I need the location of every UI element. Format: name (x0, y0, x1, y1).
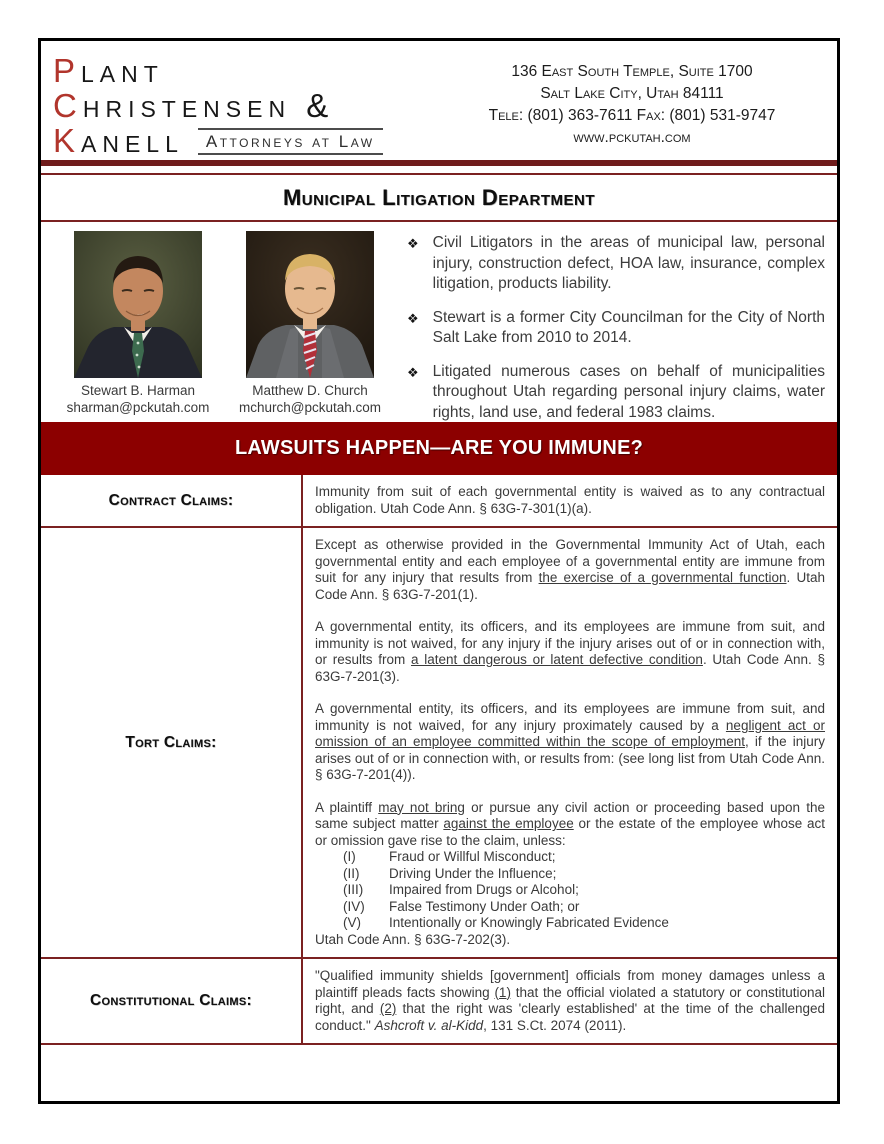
logo-kanell-text (53, 123, 184, 158)
attorney-card-matthew (235, 231, 385, 414)
attorneys-section (41, 222, 837, 422)
contact-address-line1: 136 East South Temple, Suite 1700 (511, 63, 753, 80)
diamond-bullet-icon: ❖ (407, 364, 419, 380)
highlight-item (407, 362, 825, 424)
logo-initial-c: C (53, 87, 83, 124)
logo-rest-kanell: anell (81, 122, 184, 159)
contact-website: www.pckutah.com (573, 129, 691, 146)
list-item-text: Driving Under the Influence; (389, 865, 557, 881)
contract-claims-paragraph: Immunity from suit of each governmental entity is waived as to any contractual obligation. Utah Code Ann. § 63G-7-301(1)(a). (315, 484, 825, 516)
list-item (343, 915, 825, 932)
page-title: Municipal Litigation Department (282, 185, 596, 210)
contract-claims-label: Contract Claims: (108, 491, 234, 509)
highlight-text: Litigated numerous cases on behalf of municipalities throughout Utah regarding personal injury claims, water rights, land use, and federal 1983 claims. (432, 362, 825, 421)
contract-claims-body (303, 475, 837, 526)
list-item-text: False Testimony Under Oath; or (389, 898, 580, 914)
table-row-contract-claims (41, 475, 837, 528)
tort-paragraph-2: A governmental entity, its officers, and its employees are immune from suit, and immunity is not waived, for any injury if the injury arises out of or in connection with, or results from a latent dangerous or latent defective condition. Utah Code Ann. § 63G-7-201(3). (315, 619, 825, 684)
highlight-item (407, 233, 825, 295)
list-item-numeral: (IV) (343, 898, 365, 914)
constitutional-claims-body (303, 959, 837, 1043)
matthew-church-portrait-photo (246, 231, 374, 378)
immunity-banner (41, 422, 837, 475)
tort-citation: Utah Code Ann. § 63G-7-202(3). (315, 931, 511, 947)
contact-info (437, 61, 827, 149)
diamond-bullet-icon: ❖ (407, 310, 419, 326)
attorney-name: Matthew D. Church (252, 383, 368, 398)
attorney-card-stewart (63, 231, 213, 414)
highlights-list (393, 231, 829, 421)
contact-phone-fax: Tele: (801) 363-7611 Fax: (801) 531-9747 (488, 107, 776, 124)
list-item (343, 882, 825, 899)
logo-initial-p: P (53, 52, 82, 89)
logo-line-kanell (53, 123, 383, 158)
tort-claims-label: Tort Claims: (125, 733, 217, 751)
firm-logo (53, 53, 383, 158)
list-item-numeral: (III) (343, 882, 364, 897)
constitutional-claims-paragraph: "Qualified immunity shields [government] officials from money damages unless a plaintiff pleads facts showing (1) that the official violated a statutory or constitutional right, and (2) that the right was 'clearly established' at the time of the challenged conduct." Ashcroft v. al-Kidd, 131 S.Ct. 2074 (2011). (315, 968, 825, 1033)
list-item (343, 849, 825, 866)
header (41, 41, 837, 166)
highlight-text: Civil Litigators in the areas of municipal law, personal injury, construction defect, HOA law, insurance, complex litigation, products liability. (432, 234, 825, 292)
list-item-text: Fraud or Willful Misconduct; (389, 849, 556, 864)
list-item (343, 866, 825, 883)
contact-address-line2: Salt Lake City, Utah 84111 (540, 85, 724, 102)
banner-headline: LAWSUITS HAPPEN—ARE YOU IMMUNE? (234, 437, 644, 459)
attorney-cards (63, 231, 393, 414)
tort-exceptions-list (343, 849, 825, 932)
tort-claims-label-cell (41, 528, 303, 957)
tort-paragraph-1: Except as otherwise provided in the Governmental Immunity Act of Utah, each governmental entity and each employee of a governmental entity are immune from suit for any injury that results from the exercise of a governmental function. Utah Code Ann. § 63G-7-201(1). (315, 537, 825, 602)
highlight-item (407, 308, 825, 349)
tort-paragraph-4: A plaintiff may not bring or pursue any civil action or proceeding based upon the same subject matter against the employee or the estate of the employee whose act or omission gave rise to the claim, unless: (315, 799, 825, 848)
claims-table (41, 475, 837, 1045)
logo-line-plant (53, 53, 383, 88)
list-item-numeral: (I) (343, 849, 356, 864)
list-item-numeral: (II) (343, 865, 360, 881)
department-title-bar (41, 173, 837, 222)
list-item-numeral: (V) (343, 915, 361, 930)
logo-line-christensen (53, 88, 383, 123)
stewart-harman-portrait-photo (74, 231, 202, 378)
logo-rest-plant: lant (81, 52, 164, 89)
list-item-text: Impaired from Drugs or Alcohol; (389, 882, 579, 897)
attorney-name: Stewart B. Harman (80, 383, 196, 398)
constitutional-claims-label-cell (41, 959, 303, 1043)
contract-claims-label-cell (41, 475, 303, 526)
attorney-email: mchurch@pckutah.com (238, 400, 381, 415)
attorney-email: sharman@pckutah.com (66, 400, 210, 415)
list-item-text: Intentionally or Knowingly Fabricated Evidence (389, 915, 669, 930)
law-firm-flyer-page (38, 38, 840, 1104)
table-row-constitutional-claims (41, 959, 837, 1045)
tort-claims-body (303, 528, 837, 957)
diamond-bullet-icon: ❖ (407, 236, 419, 251)
list-item (343, 899, 825, 916)
attorneys-at-law-tagline: Attorneys at Law (198, 128, 383, 155)
highlight-text: Stewart is a former City Councilman for the City of North Salt Lake from 2010 to 2014. (432, 308, 825, 346)
table-row-tort-claims (41, 528, 837, 959)
logo-initial-k: K (53, 122, 82, 159)
logo-rest-christensen: hristensen & (82, 87, 335, 124)
constitutional-claims-label: Constitutional Claims: (90, 992, 252, 1009)
tort-paragraph-3: A governmental entity, its officers, and its employees are immune from suit, and immunity is not waived, for any injury proximately caused by a negligent act or omission of an employee committed within the scope of employment, if the injury arises out of or in connection with, or results from: (see long list from Utah Code Ann. § 63G-7-201(4)). (315, 701, 826, 782)
